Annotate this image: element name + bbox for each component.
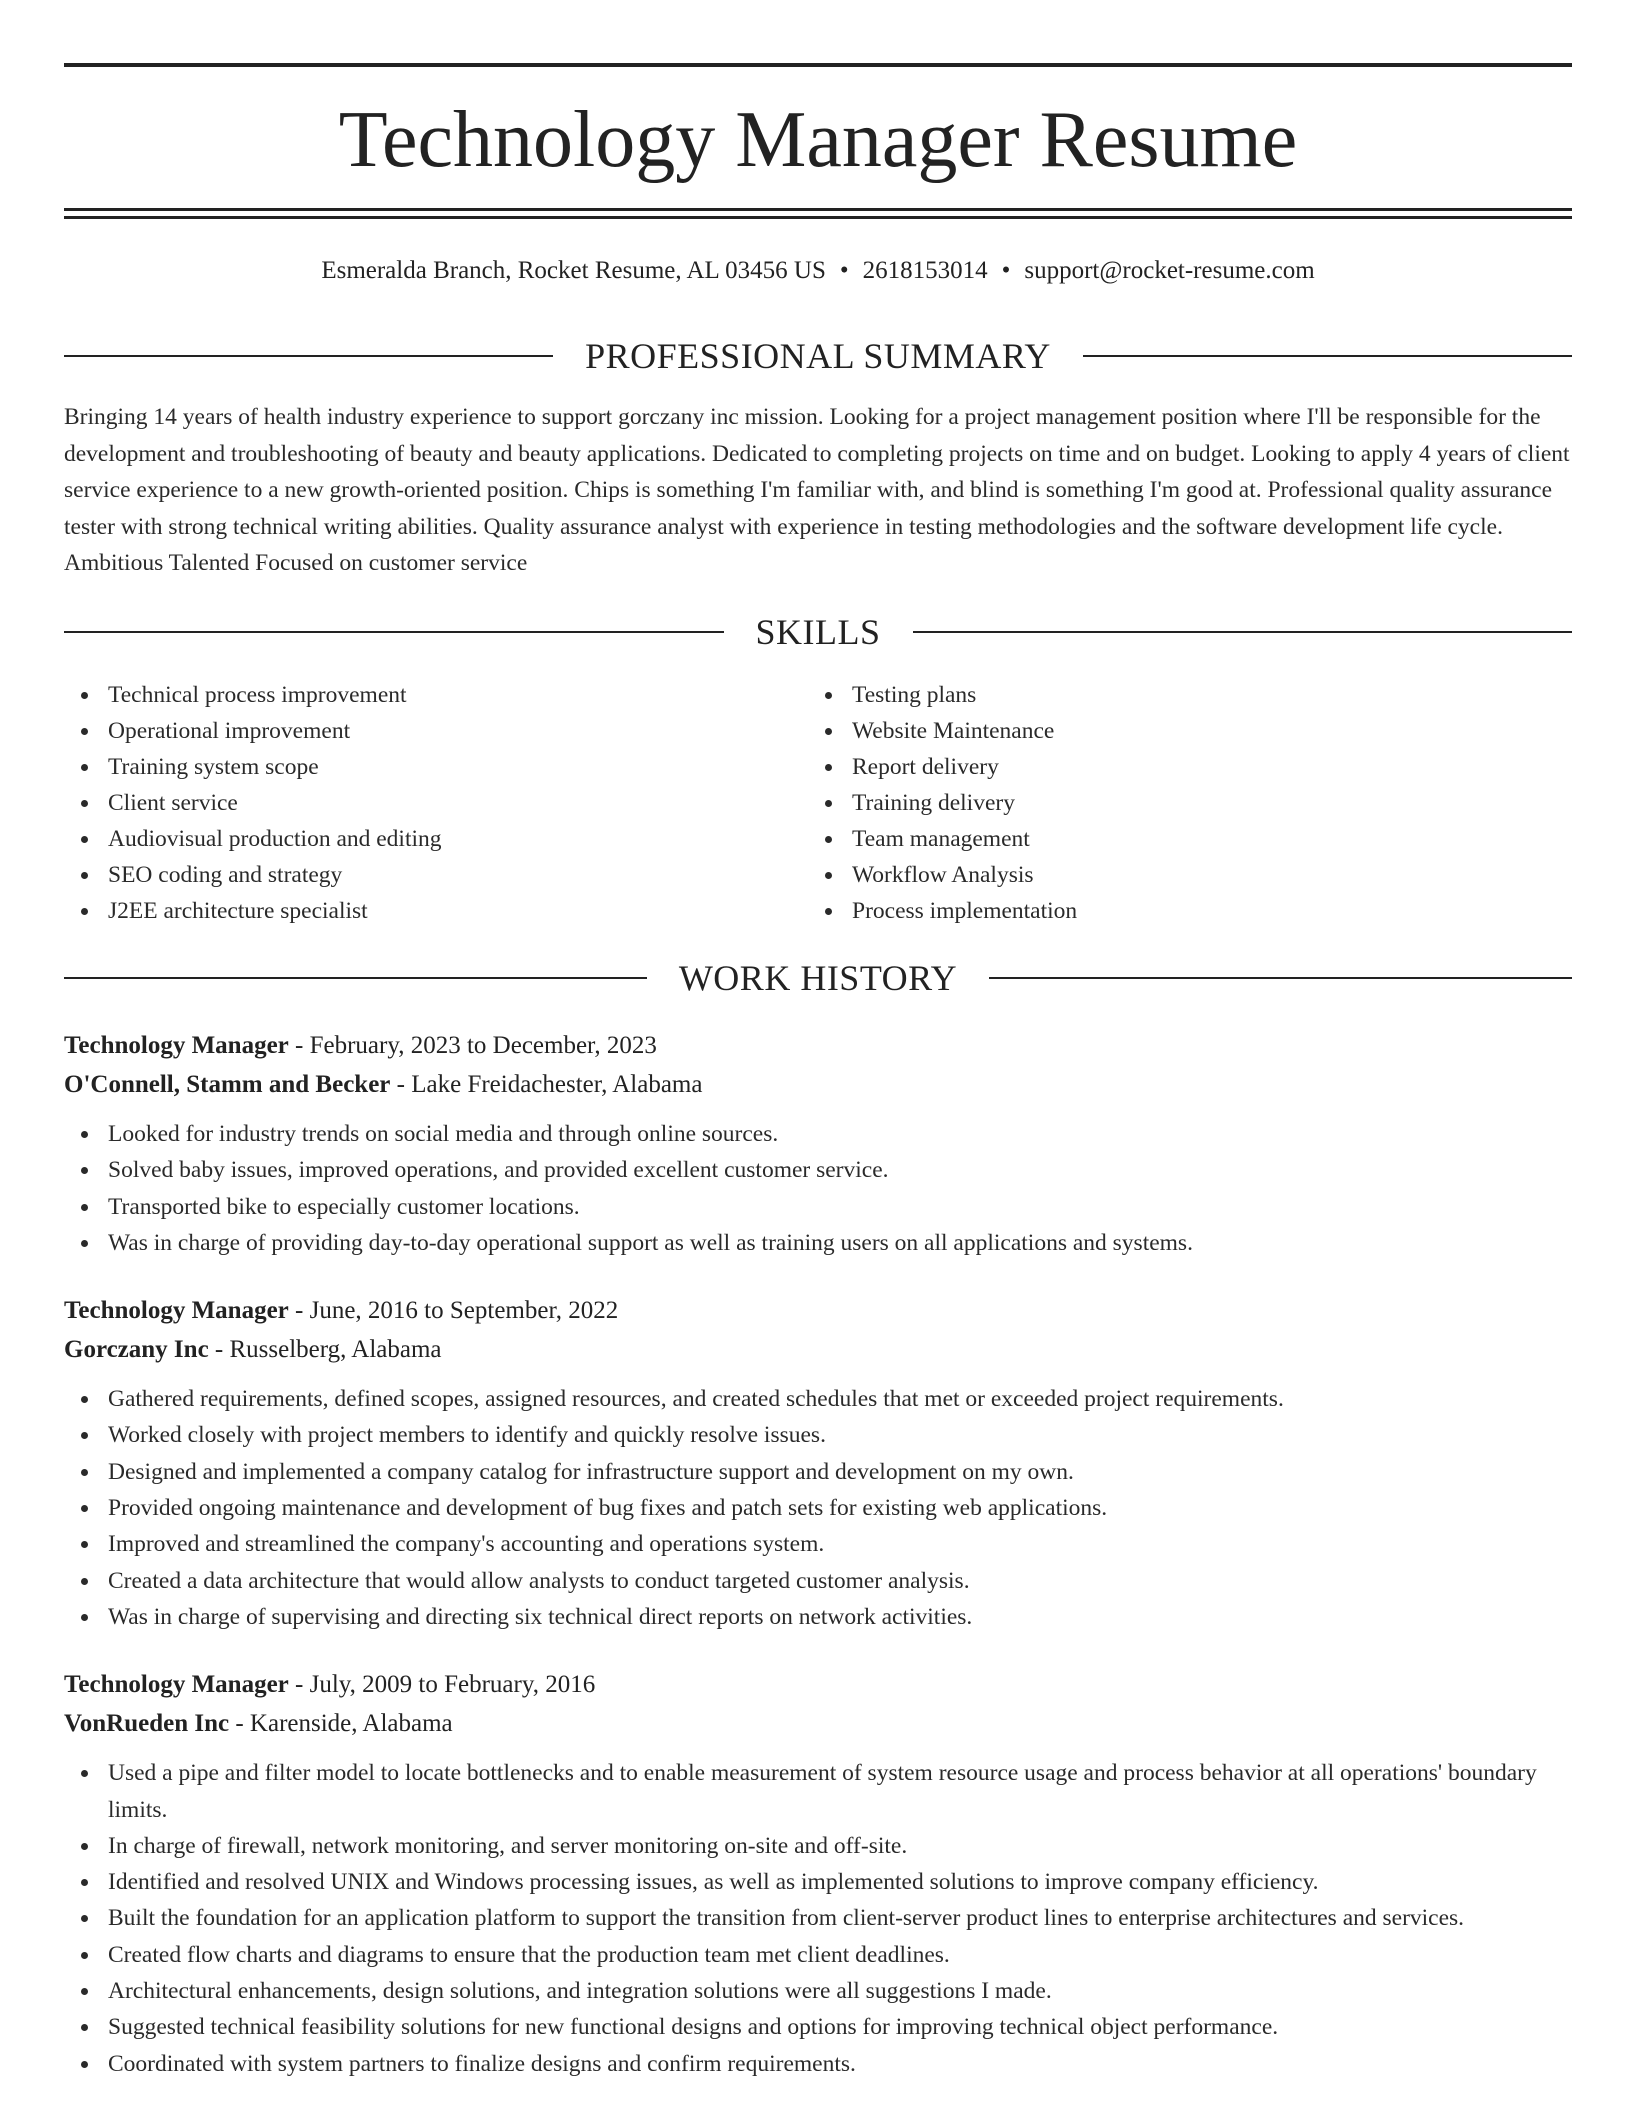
- job-bullets: [64, 1116, 1572, 1261]
- job-bullets: [64, 1755, 1572, 2082]
- job-title: Technology Manager: [64, 1297, 289, 1325]
- job-bullet: Improved and streamlined the company's accounting and operations system.: [64, 1526, 1572, 1562]
- resume-title: Technology Manager Resume: [338, 96, 1298, 184]
- job-company: O'Connell, Stamm and Becker: [64, 1071, 391, 1098]
- section-heading-label: SKILLS: [755, 612, 881, 652]
- section-heading-summary: [64, 334, 1572, 378]
- contact-phone: 2618153014: [862, 257, 988, 284]
- job-bullet: In charge of firewall, network monitoring, and server monitoring on-site and off-site.: [64, 1828, 1572, 1864]
- skill-item: Workflow Analysis: [808, 857, 1552, 893]
- header-double-rule-lower: [64, 216, 1572, 219]
- contact-email: support@rocket-resume.com: [1024, 257, 1315, 284]
- heading-rule-right: [913, 631, 1573, 633]
- heading-rule-left: [64, 977, 647, 979]
- job-bullet: Gathered requirements, defined scopes, assigned resources, and created schedules that met or exceeded project requirements.: [64, 1381, 1572, 1417]
- contact-separator: •: [1001, 257, 1011, 284]
- section-heading-label: WORK HISTORY: [678, 958, 958, 998]
- skill-item: Testing plans: [808, 677, 1552, 713]
- contact-separator: •: [839, 257, 849, 284]
- skills-list: [64, 677, 1572, 929]
- job-entry: [64, 1665, 1572, 2082]
- job-title-line: [64, 1291, 1572, 1330]
- job-dates: - February, 2023 to December, 2023: [288, 1032, 657, 1059]
- skill-item: Team management: [808, 821, 1552, 857]
- job-bullet: Was in charge of providing day-to-day operational support as well as training users on all applications and systems.: [64, 1225, 1572, 1261]
- job-location: - Karenside, Alabama: [229, 1710, 453, 1738]
- job-dates: - July, 2009 to February, 2016: [288, 1671, 596, 1699]
- job-entry: [64, 1291, 1572, 1635]
- section-heading-skills: [64, 610, 1572, 654]
- section-heading-work-history: [64, 956, 1572, 1000]
- job-bullet: Transported bike to especially customer locations.: [64, 1189, 1572, 1225]
- job-title-line: [64, 1665, 1572, 1704]
- job-company-line: [64, 1330, 1572, 1369]
- job-bullet: Architectural enhancements, design solutions, and integration solutions were all suggestions I made.: [64, 1973, 1572, 2009]
- skill-item: Operational improvement: [64, 713, 808, 749]
- job-bullet: Designed and implemented a company catalog for infrastructure support and development on my own.: [64, 1454, 1572, 1490]
- heading-rule-right: [1083, 355, 1572, 357]
- contact-line: [64, 254, 1572, 288]
- job-bullet: Provided ongoing maintenance and development of bug fixes and patch sets for existing web applications.: [64, 1490, 1572, 1526]
- header-double-rule-upper: [64, 208, 1572, 211]
- skill-item: Training delivery: [808, 785, 1552, 821]
- job-company: VonRueden Inc: [64, 1710, 230, 1738]
- job-bullet: Solved baby issues, improved operations, and provided excellent customer service.: [64, 1152, 1572, 1188]
- header-top-rule: [64, 63, 1572, 67]
- contact-address: Esmeralda Branch, Rocket Resume, AL 03456 US: [321, 257, 826, 284]
- skill-item: SEO coding and strategy: [64, 857, 808, 893]
- job-location: - Russelberg, Alabama: [208, 1336, 442, 1364]
- job-company: Gorczany Inc: [64, 1336, 209, 1364]
- section-heading-label: PROFESSIONAL SUMMARY: [585, 336, 1051, 376]
- heading-rule-right: [989, 977, 1572, 979]
- job-bullet: Suggested technical feasibility solutions for new functional designs and options for improving technical object performance.: [64, 2009, 1572, 2045]
- job-entry: [64, 1026, 1572, 1261]
- job-company-line: [64, 1704, 1572, 1743]
- job-bullet: Created a data architecture that would allow analysts to conduct targeted customer analysis.: [64, 1563, 1572, 1599]
- job-bullet: Was in charge of supervising and directing six technical direct reports on network activities.: [64, 1599, 1572, 1635]
- skills-column-right: [808, 677, 1552, 929]
- skill-item: Training system scope: [64, 749, 808, 785]
- job-title-line: [64, 1026, 1572, 1065]
- skill-item: Website Maintenance: [808, 713, 1552, 749]
- job-bullet: Identified and resolved UNIX and Windows processing issues, as well as implemented solutions to improve company efficiency.: [64, 1864, 1572, 1900]
- job-bullet: Coordinated with system partners to finalize designs and confirm requirements.: [64, 2046, 1572, 2082]
- summary-paragraph: Bringing 14 years of health industry experience to support gorczany inc mission. Looking for a project management position where I'll be responsible for the development and troubleshooting of beauty and beauty applications. Dedicated to completing projects on time and on budget. Looking to apply 4 years of client service experience to a new growth-oriented position. Chips is something I'm familiar with, and blind is something I'm good at. Professional quality assurance tester with strong technical writing abilities. Quality assurance analyst with experience in testing methodologies and the software development life cycle. Ambitious Talented Focused on customer service: [64, 404, 1570, 576]
- job-company-line: [64, 1065, 1572, 1104]
- skill-item: J2EE architecture specialist: [64, 893, 808, 929]
- skill-item: Process implementation: [808, 893, 1552, 929]
- job-bullet: Worked closely with project members to identify and quickly resolve issues.: [64, 1417, 1572, 1453]
- job-bullets: [64, 1381, 1572, 1635]
- skill-item: Client service: [64, 785, 808, 821]
- job-dates: - June, 2016 to September, 2022: [288, 1297, 619, 1325]
- heading-rule-left: [64, 631, 724, 633]
- job-location: - Lake Freidachester, Alabama: [390, 1071, 703, 1098]
- work-history-list: [64, 1026, 1572, 2112]
- job-title: Technology Manager: [64, 1671, 289, 1699]
- job-bullet: Created flow charts and diagrams to ensure that the production team met client deadlines.: [64, 1937, 1572, 1973]
- skills-column-left: [64, 677, 808, 929]
- heading-rule-left: [64, 355, 553, 357]
- skill-item: Technical process improvement: [64, 677, 808, 713]
- job-bullet: Built the foundation for an application platform to support the transition from client-server product lines to enterprise architectures and services.: [64, 1900, 1572, 1936]
- skill-item: Report delivery: [808, 749, 1552, 785]
- skill-item: Audiovisual production and editing: [64, 821, 808, 857]
- job-title: Technology Manager: [64, 1032, 289, 1059]
- job-bullet: Used a pipe and filter model to locate bottlenecks and to enable measurement of system resource usage and process behavior at all operations' boundary limits.: [64, 1755, 1572, 1828]
- job-bullet: Looked for industry trends on social media and through online sources.: [64, 1116, 1572, 1152]
